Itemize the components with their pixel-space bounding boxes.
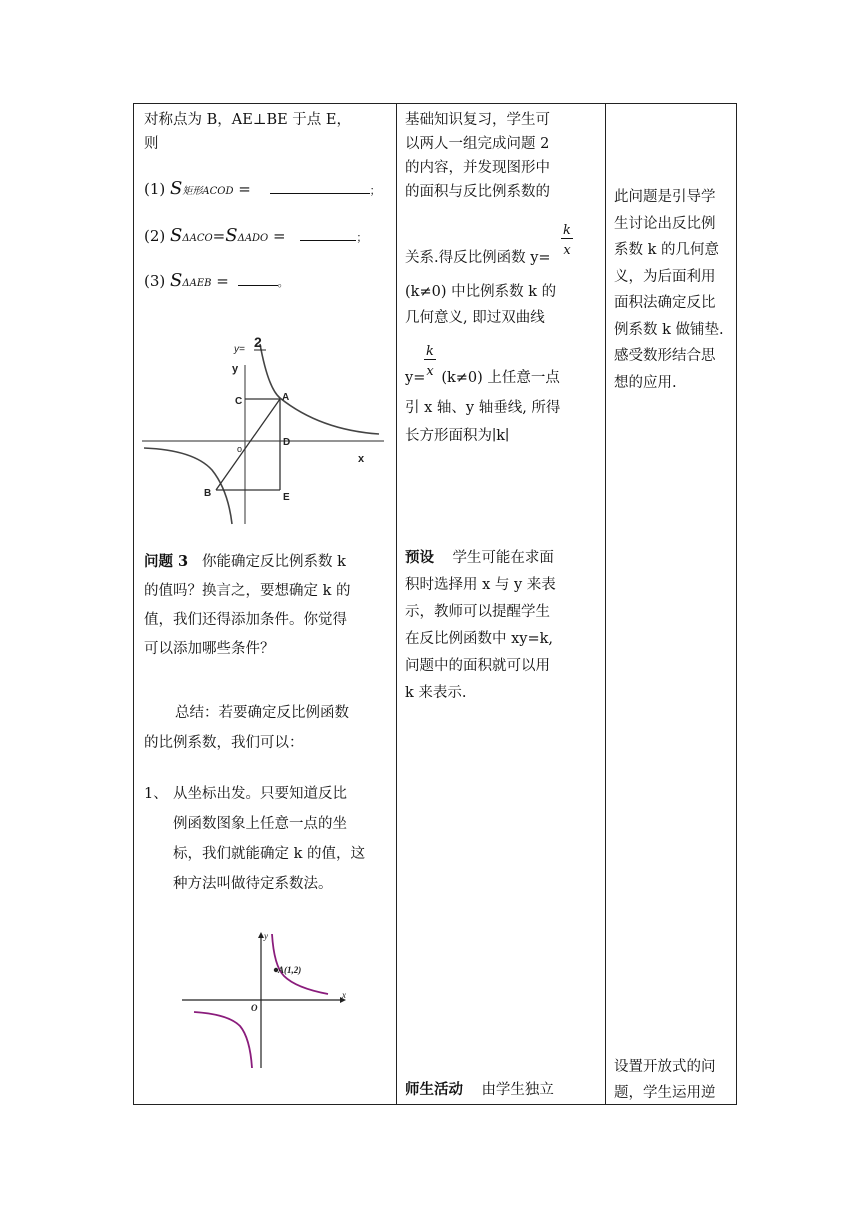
method-1-block xyxy=(144,779,394,899)
y-axis-label: y xyxy=(232,363,239,375)
intent-line: 此问题是引导学 xyxy=(614,189,716,205)
preset-line: 问题中的面积就可以用 xyxy=(405,658,550,674)
k-meaning-line: (k≠0) 中比例系数 k 的 xyxy=(405,284,557,300)
origin-label: O xyxy=(251,1003,258,1013)
any-point-line xyxy=(405,366,560,390)
equals-sign: = xyxy=(238,180,251,198)
intent-column xyxy=(606,104,737,1105)
intent-block-2 xyxy=(614,1054,738,1106)
review-line: 的面积与反比例系数的 xyxy=(405,184,550,200)
activity-title: 师生活动 xyxy=(405,1081,463,1098)
area-subscript: ΔACO xyxy=(182,233,213,244)
question-item-3 xyxy=(144,270,289,291)
activity-line xyxy=(405,1078,554,1102)
point-A-label: A(1,2) xyxy=(278,965,302,975)
geometry-line: 几何意义, 即过双曲线 xyxy=(405,310,545,326)
intro-line-2: 则 xyxy=(144,136,159,152)
y-axis-label: y xyxy=(264,931,268,941)
fraction-denominator: x xyxy=(563,243,571,258)
area-symbol: S xyxy=(225,225,238,246)
intent-line: 面积法确定反比 xyxy=(614,295,716,311)
preset-line: 示，教师可以提醒学生 xyxy=(405,604,550,620)
question-item-1 xyxy=(144,178,381,199)
point-C-label: C xyxy=(235,396,243,407)
segment-AB xyxy=(216,399,280,490)
intent-line: 想的应用. xyxy=(614,374,677,391)
question-3-block xyxy=(144,547,394,664)
intent-line: 感受数形结合思 xyxy=(614,348,716,364)
punct: 。 xyxy=(277,276,289,289)
answer-blank[interactable] xyxy=(300,226,356,241)
hyperbola-figure-2 xyxy=(178,930,358,1070)
origin-label: o xyxy=(237,444,243,454)
lesson-table xyxy=(133,103,737,1105)
summary-block xyxy=(144,698,394,758)
intent-line: 题，学生运用逆 xyxy=(614,1085,716,1101)
review-line: 以两人一组完成问题 2 xyxy=(405,136,550,152)
point-E-label: E xyxy=(283,492,290,503)
question-3-line: 值，我们还得添加条件。你觉得 xyxy=(144,612,347,628)
perpendicular-line: 引 x 轴、y 轴垂线, 所得 xyxy=(405,400,561,416)
preset-title: 预设 xyxy=(405,549,434,566)
hyperbola-branch-right xyxy=(272,934,328,994)
point-A-label: A xyxy=(282,392,290,403)
function-numerator: 2 xyxy=(254,334,262,350)
summary-line: 的比例系数，我们可以： xyxy=(144,735,304,751)
punct: ； xyxy=(369,184,381,197)
item-number: (1) xyxy=(144,180,166,198)
area-symbol: S xyxy=(170,178,183,199)
point-D-label: D xyxy=(283,437,291,448)
method-line: 例函数图象上任意一点的坐 xyxy=(173,816,347,832)
intent-line: 义，为后面利用 xyxy=(614,268,716,285)
area-symbol: S xyxy=(170,225,183,246)
area-subscript: ΔAEB xyxy=(182,278,212,289)
intent-line: 例系数 k 做铺垫. xyxy=(614,321,724,338)
review-block xyxy=(405,108,601,204)
review-line: 基础知识复习，学生可 xyxy=(405,112,550,128)
intent-line: 系数 k 的几何意 xyxy=(614,242,720,258)
hyperbola-branch-left xyxy=(194,1012,252,1068)
preset-line: 积时选择用 x 与 y 来表 xyxy=(405,577,556,593)
hyperbola-figure-1 xyxy=(134,330,384,526)
equals-sign: = xyxy=(212,227,226,245)
equals-sign: = xyxy=(273,227,286,245)
summary-line: 总结：若要确定反比例函数 xyxy=(175,705,349,721)
question-3-line: 你能确定反比例系数 k xyxy=(201,554,346,570)
item-number: (2) xyxy=(144,227,166,245)
answer-blank[interactable] xyxy=(238,271,278,286)
fraction-numerator: k xyxy=(563,223,571,238)
question-3-line: 的值吗？换言之，要想确定 k 的 xyxy=(144,583,351,599)
method-line: 种方法叫做待定系数法。 xyxy=(173,876,333,892)
area-line: 长方形面积为∣k∣ xyxy=(405,428,510,444)
hyperbola-branch-right xyxy=(260,344,379,434)
area-symbol: S xyxy=(170,270,183,291)
fraction-k-over-x xyxy=(560,219,574,258)
fraction-denominator: x xyxy=(426,364,434,379)
y-equals: y= xyxy=(405,370,426,386)
question-item-2 xyxy=(144,225,367,246)
point-B-label: B xyxy=(204,488,212,499)
method-line: 从坐标出发。只要知道反比 xyxy=(173,786,347,802)
method-number: 1、 xyxy=(144,786,168,802)
item-number: (3) xyxy=(144,272,166,290)
preset-line: k 来表示. xyxy=(405,685,467,701)
question-3-title: 问题 3 xyxy=(144,553,189,570)
method-line: 标，我们就能确定 k 的值，这 xyxy=(173,846,366,862)
x-axis-label: x xyxy=(342,990,346,1000)
equals-sign: = xyxy=(216,272,229,290)
content-column xyxy=(134,104,397,1105)
area-subscript: 矩形ACOD xyxy=(182,186,234,197)
activity-text: 由学生独立 xyxy=(481,1082,554,1098)
question-3-line: 可以添加哪些条件？ xyxy=(144,641,275,657)
preset-line: 在反比例函数中 xy=k, xyxy=(405,631,554,647)
any-point-text: (k≠0) 上任意一点 xyxy=(441,370,560,386)
x-axis-label: x xyxy=(358,453,365,465)
preset-line: 学生可能在求面 xyxy=(452,550,554,566)
answer-blank[interactable] xyxy=(270,179,370,194)
fraction-numerator: k xyxy=(426,344,434,359)
preset-block xyxy=(405,544,601,707)
area-subscript: ΔADO xyxy=(237,233,269,244)
punct: ； xyxy=(356,231,368,244)
relation-line: 关系.得反比例函数 y= xyxy=(405,250,551,266)
review-line: 的内容，并发现图形中 xyxy=(405,160,550,176)
activity-column xyxy=(397,104,606,1105)
intro-line-1: 对称点为 B，AE⊥BE 于点 E， xyxy=(144,112,351,128)
intent-line: 设置开放式的问 xyxy=(614,1059,716,1075)
function-label: y= xyxy=(234,344,245,355)
intent-block-1 xyxy=(614,184,738,396)
intent-line: 生讨论出反比例 xyxy=(614,215,716,232)
